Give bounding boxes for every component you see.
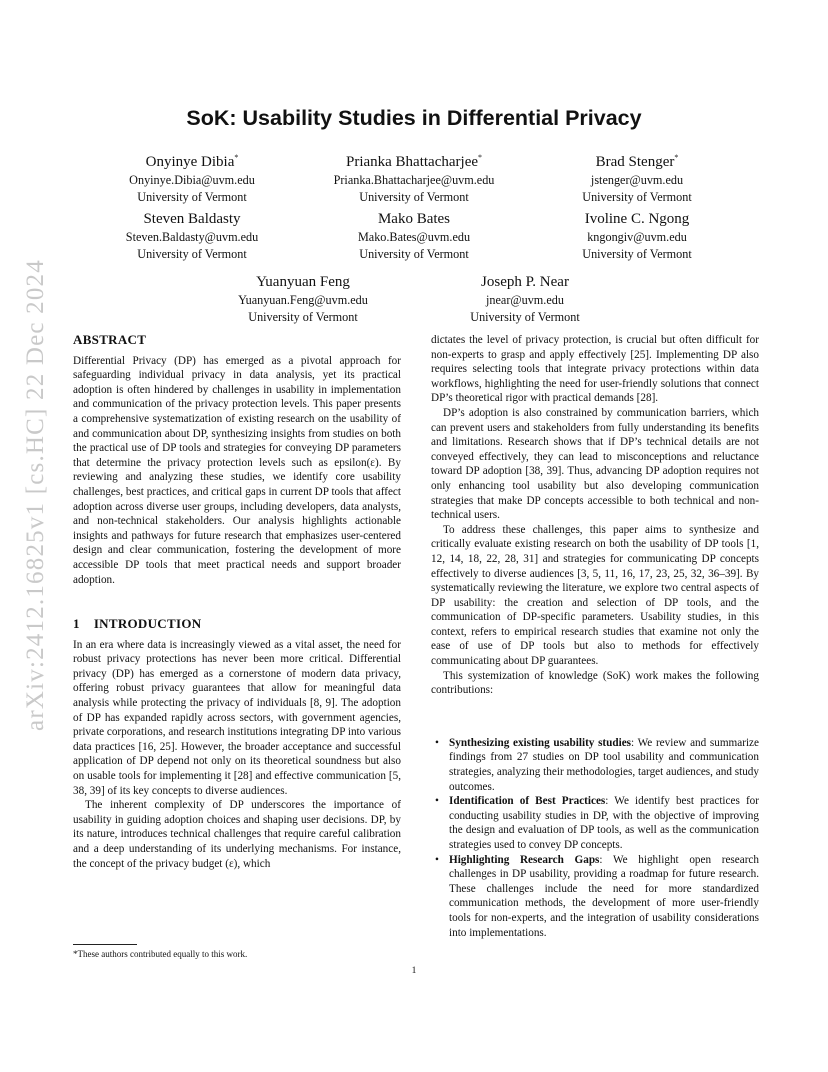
intro-paragraph: The inherent complexity of DP underscores the importance of usability in guiding adoption choices and shaping user decisions. DP, by its nature, introduces technical challenges that require careful calibration and a deep understanding of its underlying mechanisms. For instance, the concept of the privacy budget (ε), which xyxy=(73,799,401,870)
author-name: Ivoline C. Ngong xyxy=(584,211,690,227)
equal-contribution-mark: * xyxy=(674,153,679,162)
contributions-list xyxy=(431,736,759,940)
intro-paragraph: To address these challenges, this paper aims to synthesize and critically evaluate existing research on both the usability of DP tools [1, 12, 14, 18, 22, 28, 31] and strategies for communicating DP concepts effectively to diverse audiences [3, 5, 11, 16, 17, 23, 25, 32, 36–39]. By systematically reviewing the literature, we explore two central aspects of DP usability: the creation and selection of DP tools, and the communication of DP-specific parameters. Usability studies, in this context, refers to empirical research studies that examine not only the ease of use of DP tools but also to methods for effectively communicating about DP guarantees. xyxy=(431,523,759,668)
author-email[interactable]: Prianka.Bhattacharjee@uvm.edu xyxy=(333,173,495,187)
author-email[interactable]: jstenger@uvm.edu xyxy=(590,173,684,187)
contribution-text: : We review and summarize findings from 27 studies on DP tool usability and communication strategies, analyzing their methodologies, target audiences, and study outcomes. xyxy=(449,736,759,793)
author xyxy=(126,210,258,263)
author-affiliation: University of Vermont xyxy=(582,190,692,204)
author-name: Prianka Bhattacharjee xyxy=(345,154,479,170)
author-email[interactable]: Yuanyuan.Feng@uvm.edu xyxy=(238,293,368,307)
author-affiliation: University of Vermont xyxy=(582,247,692,261)
intro-paragraph: This systemization of knowledge (SoK) work makes the following contributions: xyxy=(431,669,759,697)
author xyxy=(334,148,495,206)
author xyxy=(129,148,255,206)
paper-title: SoK: Usability Studies in Differential Privacy xyxy=(186,106,642,130)
author-affiliation: University of Vermont xyxy=(248,310,358,324)
author-email[interactable]: kngongiv@uvm.edu xyxy=(587,230,687,244)
intro-paragraph: In an era where data is increasingly viewed as a vital asset, the need for robust privacy protections has never been more critical. Differential privacy (DP) has emerged as a cornerstone of modern data privacy, offering robust privacy guarantees that allow for meaningful data analysis while protecting the privacy of individuals [8, 9]. The adoption of DP has expanded rapidly across sectors, with government agencies, private corporations, and research institutions integrating DP into various data practices [16, 25]. However, the broader acceptance and successful application of DP depend not only on its theoretical soundness but also on usable tools for implementing it [28] and effective communication [5, 38, 39] of its key concepts to diverse audiences. xyxy=(73,638,401,797)
intro-paragraph: DP’s adoption is also constrained by communication barriers, which can prevent users and stakeholders from fully understanding its benefits and limitations. Research shows that if DP’s technical details are not conveyed effectively, they can lead to misconceptions and reluctance toward DP adoption [38, 39]. Thus, advancing DP adoption requires not only enhancing tool usability but also developing communication strategies that make DP concepts accessible to both technical and non-technical users. xyxy=(431,406,759,522)
contribution-text: : We highlight open research challenges in DP usability, providing a roadmap for future research. These challenges include the need for more standardized communication methods, the development of more user-friendly tools for non-experts, and the integration of usability considerations into implementations. xyxy=(449,853,759,939)
author-name: Mako Bates xyxy=(377,211,451,227)
equal-contribution-mark: * xyxy=(478,153,483,162)
author-affiliation: University of Vermont xyxy=(359,247,469,261)
author xyxy=(358,210,470,263)
author-email[interactable]: jnear@uvm.edu xyxy=(486,293,564,307)
author-email[interactable]: Steven.Baldasty@uvm.edu xyxy=(125,230,259,244)
page-number: 1 xyxy=(411,966,417,976)
intro-paragraph: dictates the level of privacy protection, is crucial but often difficult for non-experts to grasp and apply effectively [25]. Implementing DP also requires selecting tools that integrate privacy protections within data workflows, highlighting the need for user-friendly solutions that connect DP’s theoretical rigor with practical demands [28]. xyxy=(431,334,759,405)
equal-contribution-mark: * xyxy=(234,153,239,162)
author-name: Yuanyuan Feng xyxy=(256,274,350,290)
author xyxy=(470,273,579,326)
author-name: Brad Stenger xyxy=(595,154,675,170)
section-number: 1 xyxy=(73,616,80,632)
author-name: Onyinye Dibia xyxy=(145,154,235,170)
contribution-item xyxy=(449,736,759,794)
section-title: INTRODUCTION xyxy=(93,616,202,632)
abstract-heading: ABSTRACT xyxy=(73,332,147,347)
left-column xyxy=(73,333,401,871)
footnote: *These authors contributed equally to this work. xyxy=(73,949,248,959)
author-name: Steven Baldasty xyxy=(143,211,241,227)
author xyxy=(582,148,691,206)
contribution-title: Highlighting Research Gaps xyxy=(449,853,600,866)
author-affiliation: University of Vermont xyxy=(137,190,247,204)
contribution-item xyxy=(449,853,759,941)
contribution-item xyxy=(449,794,759,852)
contribution-text: : We identify best practices for conducting usability studies in DP, with the objective of improving the design and evaluation of DP tools, as well as the communication strategies used to convey DP concepts. xyxy=(449,795,759,851)
author-affiliation: University of Vermont xyxy=(359,190,469,204)
author-email[interactable]: Onyinye.Dibia@uvm.edu xyxy=(129,173,255,187)
arxiv-watermark xyxy=(6,0,66,1072)
intro-heading xyxy=(73,617,401,632)
author xyxy=(238,273,368,326)
arxiv-identifier: arXiv:2412.16825v1 [cs.HC] 22 Dec 2024 xyxy=(22,259,49,731)
author-name: Joseph P. Near xyxy=(481,274,569,290)
contribution-title: Identification of Best Practices xyxy=(449,795,606,808)
footnote-rule xyxy=(73,944,137,945)
author-affiliation: University of Vermont xyxy=(470,310,580,324)
author-email[interactable]: Mako.Bates@uvm.edu xyxy=(357,230,471,244)
author-affiliation: University of Vermont xyxy=(137,247,247,261)
right-column xyxy=(431,333,759,940)
author xyxy=(582,210,691,263)
abstract-text: Differential Privacy (DP) has emerged as a pivotal approach for safeguarding individual privacy in data analysis, yet its practical adoption is often hindered by challenges in usability in implementation and communication of the privacy protection levels. This paper presents a comprehensive systematization of existing research on the usability of and communication about DP, synthesizing insights from studies on both the practical use of DP tools and strategies for conveying DP parameters that determine the privacy protection levels such as epsilon(ε). By reviewing and analyzing these studies, we identify core usability challenges, best practices, and critical gaps in current DP tools that affect adoption across diverse user groups, including developers, data analysts, and non-technical stakeholders. Our analysis highlights actionable insights and pathways for future research that emphasizes user-centered design and clear communication, fostering the development of more accessible DP tools that meet practical needs and support broader adoption. xyxy=(73,354,401,586)
contribution-title: Synthesizing existing usability studies xyxy=(449,736,632,749)
